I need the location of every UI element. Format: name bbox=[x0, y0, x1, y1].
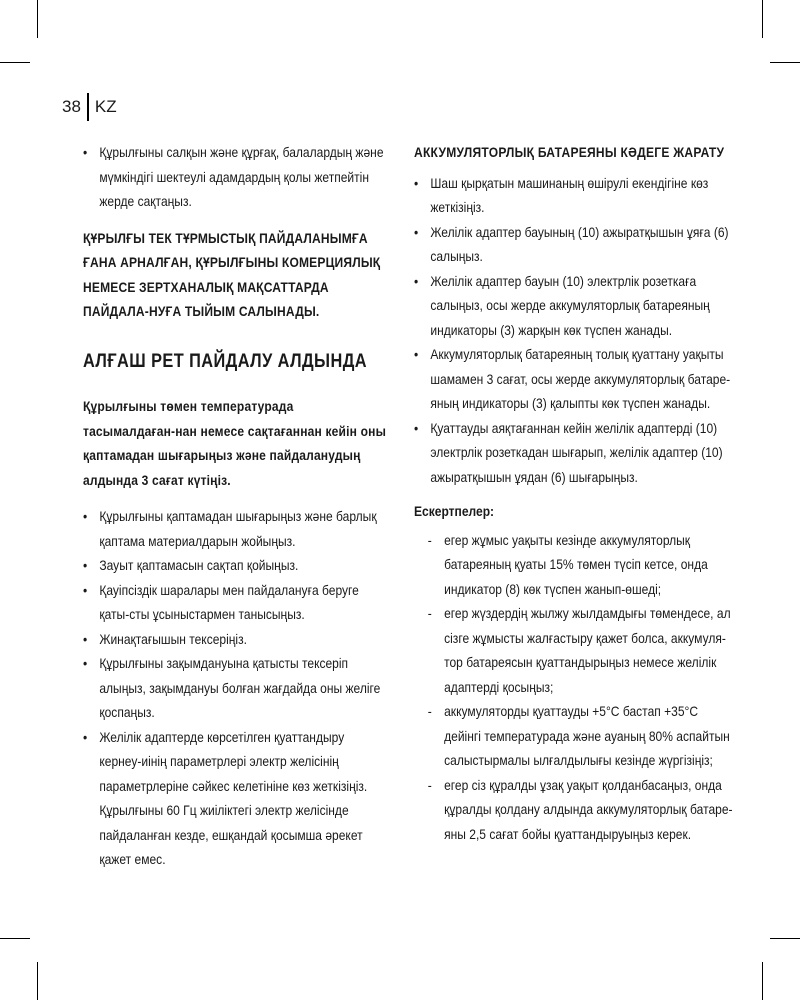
list-item: • Желілік адаптерде көрсетілген қуаттандыру кернеу-иінің параметрлері электр желісінің параметрлеріне сәйкес келетініне көз жеткізіңіз. Құрылғыны 60 Гц жиіліктегі электр желісінде пайдаланған кезде, ешқандай қосымша әрекет қажет емес. bbox=[83, 725, 387, 872]
preparation-list bbox=[83, 504, 387, 872]
crop-mark bbox=[37, 0, 38, 38]
list-item: • Құрылғыны қаптамадан шығарыңыз және барлық қаптама материалдарын жойыңыз. bbox=[83, 504, 387, 553]
section-title: АККУМУЛЯТОРЛЫҚ БАТАРЕЯНЫ КӘДЕГЕ ЖАРАТУ bbox=[414, 144, 725, 160]
list-item: • Қуаттауды аяқтағаннан кейін желілік адаптерді (10) электрлік розеткадан шығарып, желілік адаптер (10) ажыратқышын ұядан (6) шығарыңыз. bbox=[414, 416, 737, 490]
left-column bbox=[83, 140, 387, 872]
crop-mark bbox=[762, 0, 763, 38]
section-title: АЛҒАШ РЕТ ПАЙДАЛУ АЛДЫНДА bbox=[83, 350, 368, 372]
crop-mark bbox=[37, 962, 38, 1000]
crop-mark bbox=[770, 938, 800, 939]
page-header bbox=[62, 93, 117, 121]
list-item: • Жинақтағышын тексеріңіз. bbox=[83, 627, 387, 652]
note-item: - егер жұмыс уақыты кезінде аккумуляторлық батареяның қуаты 15% төмен түсіп кетсе, онда индикатор (8) көк түспен жанып-өшеді; bbox=[428, 528, 737, 602]
note-item: - егер жүздердің жылжу жылдамдығы төмендесе, ал сізге жұмысты жалғастыру қажет болса, аккумуля-тор батареясын қуаттандырыңыз немесе желілік адаптерді қосыңыз; bbox=[428, 601, 737, 699]
list-item: • Құрылғыны зақымдануына қатысты тексеріп алыңыз, зақымдануы болған жағдайда оны желіге қоспаңыз. bbox=[83, 651, 387, 725]
note-item: - аккумуляторды қуаттауды +5°С бастап +35°С дейінгі температурада және ауаның 80% аспайтын салыстырмалы ылғалдылығы кезінде жүргізіңіз; bbox=[428, 699, 737, 773]
crop-mark bbox=[762, 962, 763, 1000]
intro-list bbox=[83, 140, 387, 214]
usage-warning: ҚҰРЫЛҒЫ ТЕК ТҰРМЫСТЫҚ ПАЙДАЛАНЫМҒА ҒАНА АРНАЛҒАН, ҚҰРЫЛҒЫНЫ КОМЕРЦИЯЛЫҚ НЕМЕСЕ ЗЕРТХАНАЛЫҚ МАҚСАТТАРДА ПАЙДАЛА-НУҒА ТЫЙЫМ САЛЫНАДЫ. bbox=[83, 229, 381, 319]
list-item: • Аккумуляторлық батареяның толық қуаттану уақыты шамамен 3 сағат, осы жерде аккумуляторлық батаре-яның индикаторы (3) қалыпты көк түспен жанады. bbox=[414, 342, 737, 416]
list-item: • Қауіпсіздік шаралары мен пайдалануға беруге қаты-сты ұсыныстармен танысыңыз. bbox=[83, 578, 387, 627]
language-code: KZ bbox=[94, 97, 117, 116]
list-item: • Желілік адаптер бауын (10) электрлік розеткаға салыңыз, осы жерде аккумуляторлық батареяның индикаторы (3) жарқын көк түспен жанады. bbox=[414, 269, 737, 343]
header-divider bbox=[87, 93, 89, 121]
list-item: • Құрылғыны салқын және құрғақ, балалардың және мүмкіндігі шектеулі адамдардың қолы жетпейтін жерде сақтаңыз. bbox=[83, 140, 387, 214]
notes-title: Ескертпелер: bbox=[414, 503, 495, 519]
list-item: • Зауыт қаптамасын сақтап қойыңыз. bbox=[83, 553, 387, 578]
list-item: • Шаш қырқатын машинаның өшірулі екендігіне көз жеткізіңіз. bbox=[414, 171, 737, 220]
list-item: • Желілік адаптер бауының (10) ажыратқышын ұяға (6) салыңыз. bbox=[414, 220, 737, 269]
charging-list bbox=[414, 171, 737, 490]
notes-list bbox=[428, 528, 737, 847]
note-item: - егер сіз құралды ұзақ уақыт қолданбасаңыз, онда құралды қолдану алдында аккумуляторлық батаре-яны 2,5 сағат бойы қуаттандыруыңыз керек. bbox=[428, 773, 737, 847]
crop-mark bbox=[0, 938, 30, 939]
crop-mark bbox=[0, 62, 30, 63]
page-number: 38 bbox=[62, 97, 81, 116]
right-column bbox=[414, 140, 737, 846]
bold-note: Құрылғыны төмен температурада тасымалдаған-нан немесе сақтағаннан кейін оны қаптамадан шығарыңыз және пайдаланудың алдында 3 сағат күтіңіз. bbox=[83, 398, 387, 488]
crop-mark bbox=[770, 62, 800, 63]
